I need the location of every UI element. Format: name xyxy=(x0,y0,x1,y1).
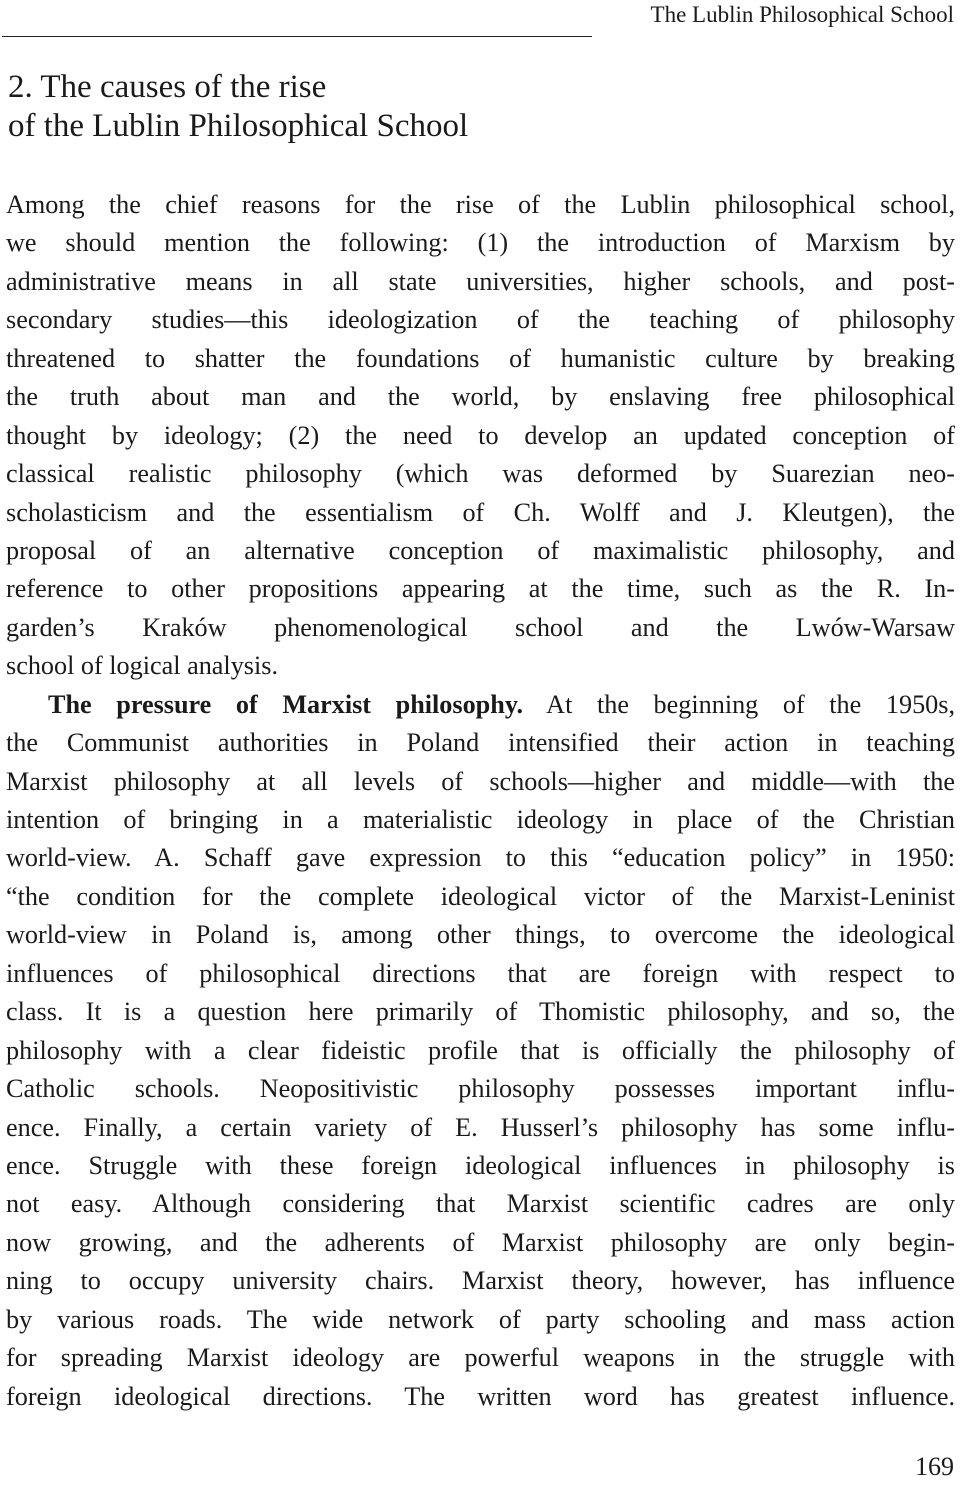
text-line: for spreading Marxist ideology are powerful weapons in the struggle with xyxy=(6,1343,955,1373)
text-line: proposal of an alternative conception of maximalistic philosophy, and xyxy=(6,535,955,565)
text-line: world-view. A. Schaff gave expression to this “education policy” in 1950: xyxy=(6,843,955,873)
text-line: we should mention the following: (1) the introduction of Marxism by xyxy=(6,228,955,258)
text-line: the truth about man and the world, by enslaving free philosophical xyxy=(6,382,955,412)
text-line: reference to other propositions appearing at the time, such as the R. In- xyxy=(6,574,955,604)
text-line: scholasticism and the essentialism of Ch. Wolff and J. Kleutgen), the xyxy=(6,497,955,527)
text-line: school of logical analysis. xyxy=(6,651,279,681)
paragraph-opening-line xyxy=(6,686,955,724)
text-line: thought by ideology; (2) the need to develop an updated conception of xyxy=(6,420,955,450)
text-line: now growing, and the adherents of Marxist philosophy are only begin- xyxy=(6,1227,955,1257)
page-number: 169 xyxy=(915,1452,954,1481)
section-heading-line: of the Lublin Philosophical School xyxy=(8,108,469,144)
text-line: garden’s Kraków phenomenological school and the Lwów-Warsaw xyxy=(6,612,955,642)
running-head-title: The Lublin Philosophical School xyxy=(650,2,954,27)
text-line: foreign ideological directions. The written word has greatest influence. xyxy=(6,1381,955,1411)
text-line: Among the chief reasons for the rise of the Lublin philosophical school, xyxy=(6,190,955,219)
text-line: Catholic schools. Neopositivistic philosophy possesses important influ- xyxy=(6,1074,955,1104)
text-line: by various roads. The wide network of party schooling and mass action xyxy=(6,1304,955,1334)
text-line: threatened to shatter the foundations of humanistic culture by breaking xyxy=(6,343,955,373)
text-line: Marxist philosophy at all levels of schools—higher and middle—with the xyxy=(6,766,955,796)
text-line: secondary studies—this ideologization of the teaching of philosophy xyxy=(6,305,955,335)
text-line: class. It is a question here primarily of Thomistic philosophy, and so, the xyxy=(6,997,955,1027)
running-head xyxy=(0,0,960,40)
text-line: not easy. Although considering that Marxist scientific cadres are only xyxy=(6,1189,955,1219)
text-line: intention of bringing in a materialistic ideology in place of the Christian xyxy=(6,805,955,834)
section-heading xyxy=(8,68,708,146)
section-heading-line: 2. The causes of the rise xyxy=(8,69,327,105)
text-line: influences of philosophical directions that are foreign with respect to xyxy=(6,958,955,988)
run-in-heading: The pressure of Marxist philosophy. xyxy=(48,689,524,719)
text-line: “the condition for the complete ideological victor of the Marxist-Leninist xyxy=(6,881,955,911)
body-text xyxy=(6,186,955,1416)
text-line: world-view in Poland is, among other things, to overcome the ideological xyxy=(6,920,955,950)
text-line: philosophy with a clear fideistic profile that is officially the philosophy of xyxy=(6,1035,955,1065)
text-line: ning to occupy university chairs. Marxist theory, however, has influence xyxy=(6,1266,955,1296)
text-line: the Communist authorities in Poland intensified their action in teaching xyxy=(6,728,955,758)
header-rule xyxy=(2,36,592,37)
text-line: ence. Struggle with these foreign ideological influences in philosophy is xyxy=(6,1150,955,1180)
text-line: ence. Finally, a certain variety of E. Husserl’s philosophy has some influ- xyxy=(6,1112,955,1142)
text-line: administrative means in all state universities, higher schools, and post- xyxy=(6,266,955,296)
text-line: classical realistic philosophy (which was deformed by Suarezian neo- xyxy=(6,459,955,489)
opening-line-text: At the beginning of the 1950s, xyxy=(523,689,955,719)
